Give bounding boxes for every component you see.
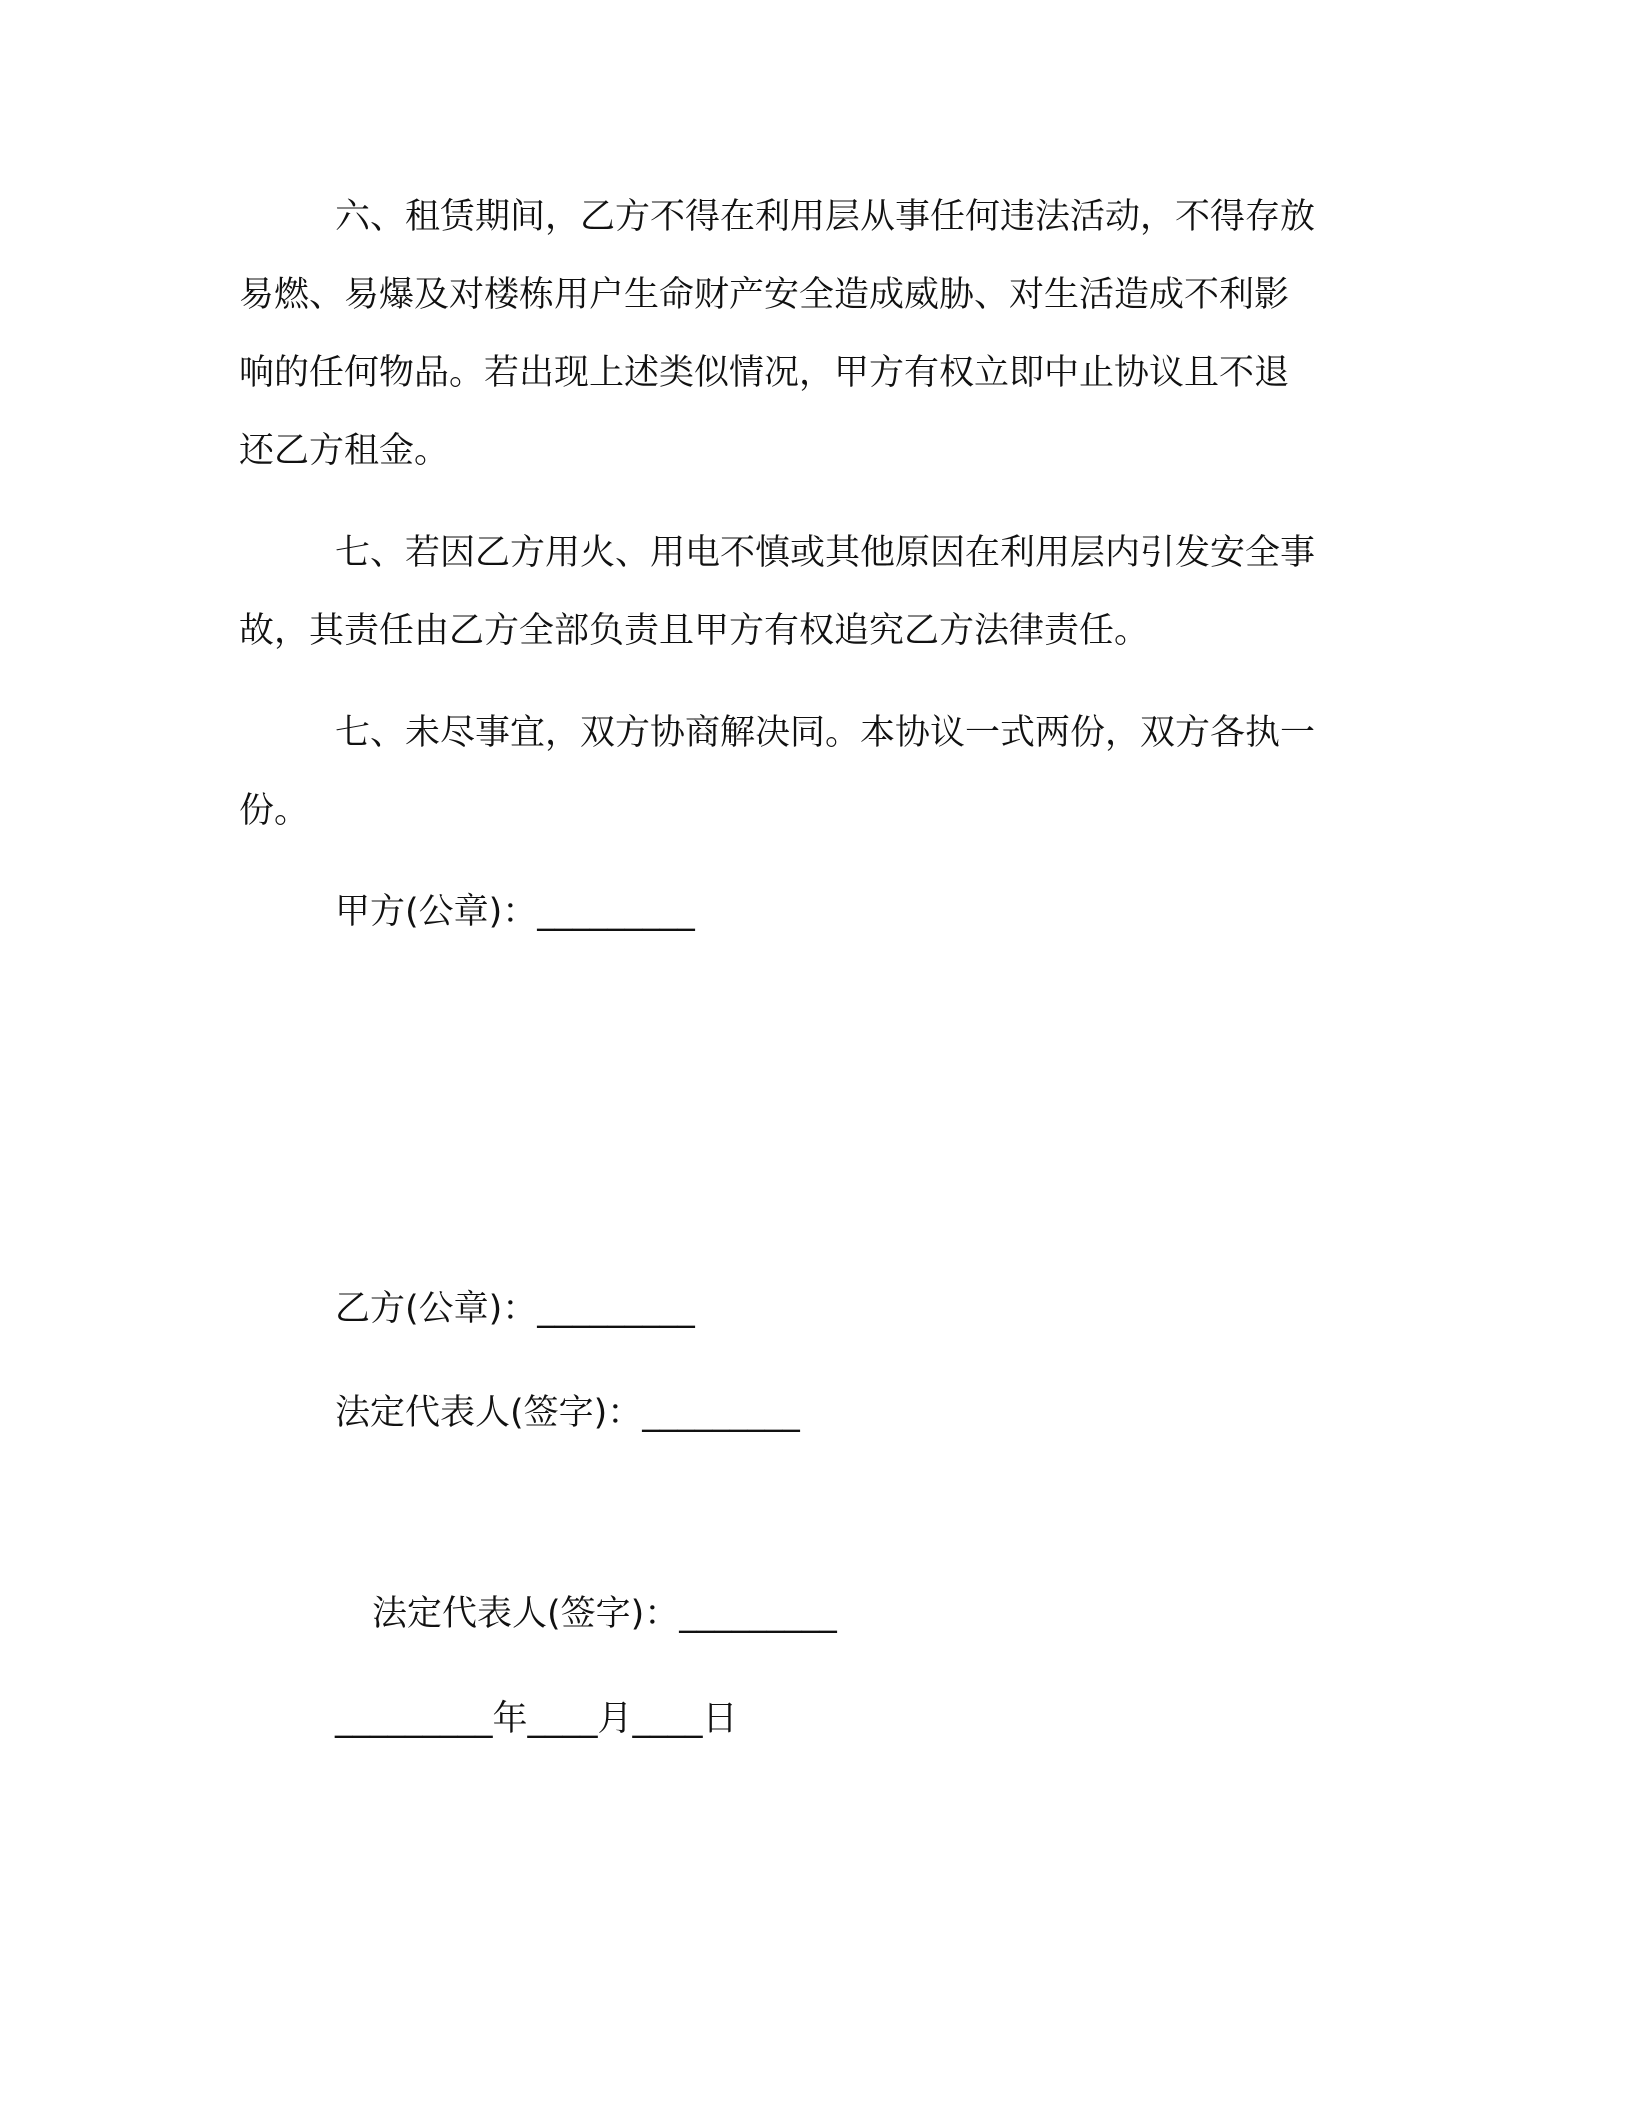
- party-b-seal-line: 乙方(公章)：_________: [335, 1289, 695, 1329]
- clause-six-line-4: 还乙方租金。: [239, 431, 450, 471]
- clause-six-line-3: 响的任何物品。若出现上述类似情况，甲方有权立即中止协议且不退: [239, 353, 1290, 393]
- legal-rep-signature-line-1: 法定代表人(签字)：_________: [335, 1393, 800, 1433]
- date-line: _________年____月____日: [335, 1699, 738, 1739]
- party-a-seal-line: 甲方(公章)：_________: [335, 892, 695, 932]
- clause-six: [239, 178, 1379, 490]
- clause-seven-safety: [239, 514, 1379, 670]
- clause-six-line-2: 易燃、易爆及对楼栋用户生命财产安全造成威胁、对生活造成不利影: [239, 275, 1290, 315]
- clause-six-line-1: 六、租赁期间，乙方不得在利用层从事任何违法活动，不得存放: [335, 197, 1316, 237]
- clause-seven-safety-line-2: 故，其责任由乙方全部负责且甲方有权追究乙方法律责任。: [239, 611, 1150, 651]
- clause-seven-safety-line-1: 七、若因乙方用火、用电不慎或其他原因在利用层内引发安全事: [335, 533, 1316, 573]
- clause-seven-other-line-1: 七、未尽事宜，双方协商解决同。本协议一式两份，双方各执一: [335, 713, 1316, 753]
- clause-seven-other: [239, 694, 1379, 850]
- legal-rep-signature-line-2: 法定代表人(签字)：_________: [372, 1594, 837, 1634]
- clause-seven-other-line-2: 份。: [239, 791, 310, 831]
